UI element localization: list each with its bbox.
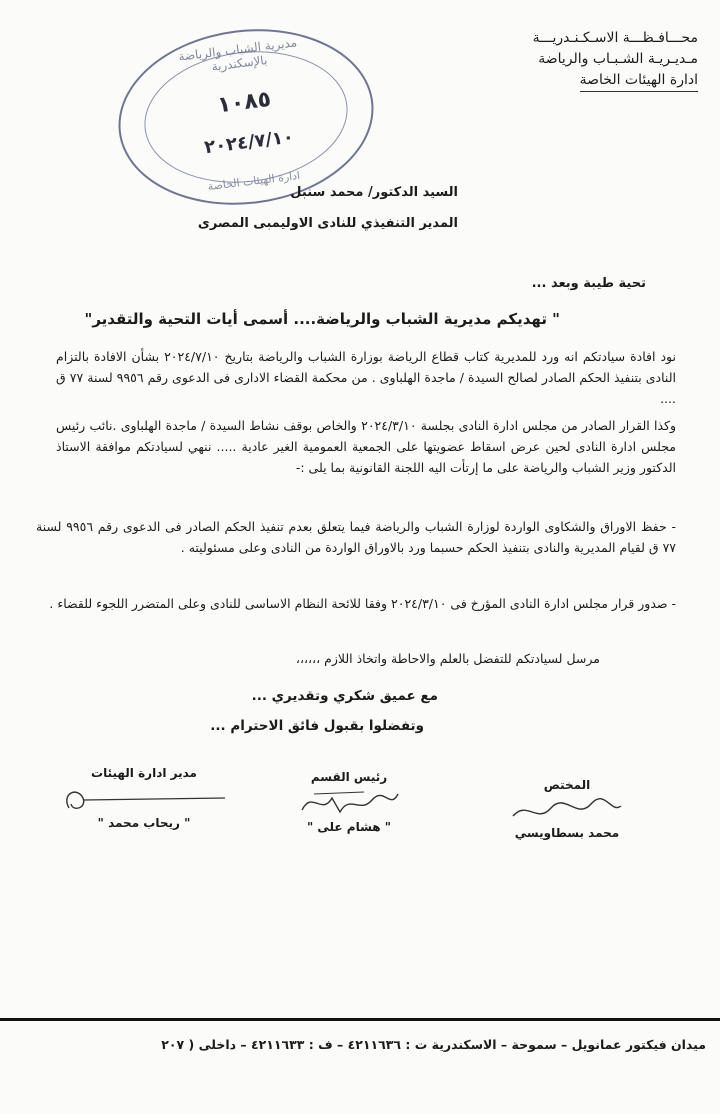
signature-block-department-manager [54, 766, 234, 830]
addressee-title: المدير التنفيذي للنادى الاوليمبى المصرى [197, 216, 458, 231]
bullet-archive: - حفظ الاوراق والشكاوى الواردة لوزارة الشباب والرياضة فيما يتعلق بعدم تنفيذ الحكم الصادر فى الدعوى رقم ٩٩٥٦ لسنة ٧٧ ق لقيام المديرية والنادى بتنفيذ الحكم حسبما ورد بالاوراق الواردة من النادى وعلى مسئوليته . [36, 519, 676, 555]
footer-address: ميدان فيكتور عمانويل – سموحة – الاسكندرية ت : ٤٢١١٦٣٦ – ف : ٤٢١١٦٣٣ – داخلى ( ٢٠٧ [161, 1037, 706, 1052]
stamp-number: ١٠٨٥ [216, 86, 273, 119]
signature-scrawl-section-head [294, 786, 404, 820]
paragraph-decision: وكذا القرار الصادر من مجلس ادارة النادى بجلسة ٢٠٢٤/٣/١٠ والخاص بوقف نشاط السيدة / ماجدة الهلباوى .نائب رئيس مجلس ادارة النادى لحين عرض اسقاط عضويتها على الجمعية العمومية الغير عادية ..... ننهي لسيادتكم موافقة الاستاذ الدكتور وزير الشباب والرياضة على ما إرتأت اليه اللجنة القانونية بما يلى :- [56, 418, 676, 475]
signature-title-department-manager: مدير ادارة الهيئات [91, 766, 197, 780]
signature-scrawl-specialist [507, 794, 627, 826]
bullet-board-decision: - صدور قرار مجلس ادارة النادى المؤرخ فى ٢٠٢٤/٣/١٠ وفقا للائحة النظام الاساسى للنادى وعلى المتضرر اللجوء للقضاء . [49, 596, 676, 611]
stamp-arc-text: مديرية الشباب والرياضة بالإسكندرية [177, 35, 298, 74]
signature-title-specialist: المختص [543, 778, 591, 792]
signature-name-section-head: " هشام على " [306, 820, 392, 834]
closing-respect: وتفضلوا بقبول فائق الاحترام ... [210, 718, 424, 734]
greeting: تحية طيبة وبعد ... [531, 276, 646, 291]
paragraph-notification: نود افادة سيادتكم انه ورد للمديرية كتاب قطاع الرياضة بوزارة الشباب والرياضة بتاريخ ٢٠٢٤/٧/١٠ بشأن الافادة بالتزام النادى بتنفيذ الحكم الصادر لصالح السيدة / ماجدة الهلباوى . من محكمة القضاء الادارى فى الدعوى رقم ٩٩٥٦ لسنة ٧٧ ق .... [56, 349, 676, 406]
subject-line: " تهديكم مديرية الشباب والرياضة.... أسمى أيات التحية والتقدير" [84, 310, 560, 328]
signature-title-section-head: رئيس القسم [310, 770, 388, 784]
signature-name-specialist: محمد بسطاويسي [514, 826, 620, 840]
paragraph-sent: مرسل لسيادتكم للتفضل بالعلم والاحاطة واتخاذ اللازم ،،،،،، [295, 651, 600, 666]
signature-name-department-manager: " ريحاب محمد " [97, 816, 191, 830]
letterhead-governorate: محـــافـظـــة الاسـكـنـدريـــة [532, 30, 698, 46]
stamp-date: ٢٠٢٤/٧/١٠ [203, 126, 296, 159]
letterhead-directorate: مـديـريـة الشـبـاب والرياضة [538, 51, 698, 67]
signature-scrawl-department-manager [59, 782, 229, 816]
footer-rule [0, 1018, 720, 1021]
letterhead [438, 28, 698, 92]
signature-block-section-head [274, 770, 424, 834]
addressee-name: السيد الدكتور/ محمد سنبل [290, 185, 458, 200]
signature-block-specialist [492, 778, 642, 840]
letterhead-department: ادارة الهيئات الخاصة [580, 70, 698, 92]
stamp-bottom-text: ادارة الهيئات الخاصة [206, 168, 301, 194]
closing-thanks: مع عميق شكري وتقديري ... [251, 688, 438, 704]
